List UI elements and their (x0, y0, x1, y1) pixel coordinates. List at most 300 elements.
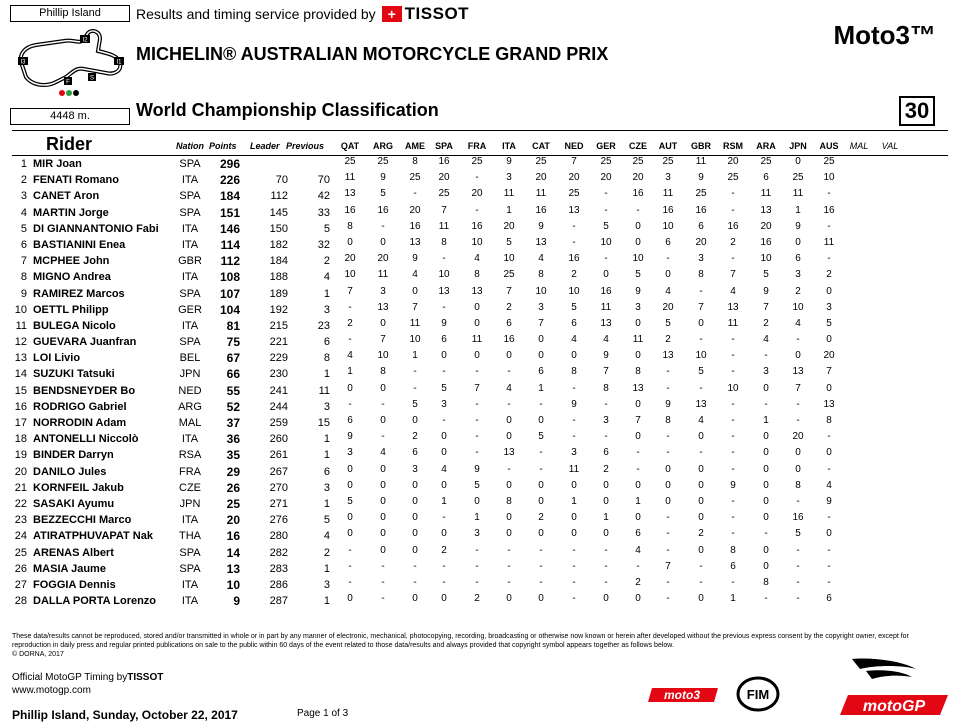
race-points-cat: - (539, 447, 543, 459)
official-prefix: Official MotoGP Timing by (12, 672, 128, 683)
gap-to-leader: 184 (269, 255, 288, 268)
race-points-spa: - (442, 512, 446, 524)
race-points-aut: 0 (665, 463, 671, 475)
race-points-ara: 20 (760, 220, 772, 232)
race-points-ame: - (413, 382, 417, 394)
race-points-aus: 10 (823, 172, 835, 184)
tissot-brand: TISSOT (404, 4, 470, 23)
gap-to-leader: 182 (269, 238, 288, 251)
race-points-ame: 10 (409, 334, 421, 346)
rider-points: 75 (226, 335, 240, 350)
race-points-gbr: - (699, 447, 703, 459)
race-points-rsm: 16 (727, 220, 739, 232)
race-points-aut: 9 (665, 398, 671, 410)
rider-name: BENDSNEYDER Bo (33, 384, 136, 397)
race-points-ita: 0 (506, 593, 512, 605)
race-points-ita: 11 (503, 188, 515, 200)
race-points-cze: 1 (635, 495, 641, 507)
race-points-aut: - (666, 366, 670, 378)
rider-position: 11 (15, 319, 27, 332)
race-points-ger: 9 (603, 350, 609, 362)
gap-to-leader: 112 (270, 190, 288, 203)
race-points-cat: - (539, 463, 543, 475)
race-points-ame: 16 (409, 220, 421, 232)
rider-nation: ITA (181, 238, 199, 251)
rider-position: 12 (14, 336, 27, 349)
race-points-cat: 2 (538, 512, 544, 524)
header-points: Points (209, 141, 237, 151)
rider-name: SUZUKI Tatsuki (33, 368, 115, 381)
race-points-rsm: - (731, 495, 735, 507)
race-points-qat: 4 (347, 350, 353, 362)
race-points-fra: - (475, 576, 479, 588)
rider-nation: THA (179, 530, 201, 543)
gap-to-previous: 32 (317, 238, 330, 251)
track-label-i2: I2 (82, 37, 88, 44)
rider-points: 36 (226, 432, 240, 447)
race-points-gbr: - (699, 382, 703, 394)
race-points-cze: 13 (632, 382, 644, 394)
race-points-cze: 10 (632, 253, 644, 265)
race-points-rsm: 4 (730, 285, 736, 297)
race-points-aut: 3 (665, 172, 671, 184)
race-points-cat: - (539, 576, 543, 588)
race-points-qat: 5 (347, 495, 353, 507)
race-points-cat: 20 (535, 172, 547, 184)
rider-nation: SPA (179, 336, 201, 349)
race-points-aut: - (666, 382, 670, 394)
race-points-qat: 9 (347, 431, 353, 443)
race-points-qat: 0 (347, 236, 353, 248)
rider-points: 112 (220, 254, 240, 269)
race-points-rsm: 7 (730, 269, 736, 281)
race-points-aus: - (827, 544, 831, 556)
race-points-gbr: 20 (695, 236, 707, 248)
race-points-gbr: 9 (698, 172, 704, 184)
race-points-ara: 6 (763, 172, 769, 184)
race-points-qat: 25 (344, 156, 356, 167)
rider-points: 52 (226, 399, 240, 414)
gap-to-leader: 241 (269, 384, 288, 397)
legal-notice (12, 632, 948, 659)
rider-name: RAMIREZ Marcos (33, 287, 125, 300)
rider-nation: RSA (178, 449, 202, 462)
race-points-qat: 16 (344, 204, 356, 216)
race-points-rsm: - (731, 204, 735, 216)
race-points-jpn: 11 (792, 188, 804, 200)
race-points-aut: 11 (662, 188, 674, 200)
race-points-qat: 8 (347, 220, 353, 232)
race-points-cze: - (636, 204, 640, 216)
header-race-cze: CZE (629, 141, 647, 151)
race-points-ara: 0 (763, 431, 769, 443)
rider-points: 104 (219, 302, 240, 317)
rider-points: 10 (226, 577, 240, 592)
race-points-cat: 7 (538, 317, 544, 329)
race-points-ame: - (413, 576, 417, 588)
race-points-gbr: 2 (698, 528, 704, 540)
gap-to-previous: 70 (317, 174, 330, 187)
race-points-ger: 5 (603, 220, 609, 232)
gap-to-leader: 282 (269, 546, 288, 559)
header-race-aut: AUT (658, 141, 678, 151)
race-points-aus: 9 (826, 495, 832, 507)
race-points-rsm: - (731, 415, 735, 426)
race-points-gbr: 0 (698, 544, 704, 556)
race-points-spa: 0 (441, 593, 447, 605)
race-points-cat: 0 (538, 334, 544, 346)
race-points-ger: 25 (600, 156, 612, 167)
rider-nation: SPA (179, 206, 201, 219)
race-points-ame: - (413, 366, 417, 378)
race-points-cze: 0 (635, 398, 641, 410)
rider-position: 5 (20, 222, 27, 235)
rider-position: 8 (20, 271, 27, 284)
race-points-rsm: 13 (727, 301, 739, 313)
race-points-qat: - (348, 560, 352, 572)
rider-position: 4 (20, 206, 27, 219)
rider-name: ARENAS Albert (33, 546, 114, 559)
race-points-fra: 0 (474, 350, 480, 362)
race-points-qat: 0 (347, 382, 353, 394)
rider-nation: BEL (179, 352, 201, 365)
race-points-gbr: 0 (698, 495, 704, 507)
race-points-aus: - (827, 188, 831, 200)
race-points-ara: 0 (763, 495, 769, 507)
gap-to-leader: 215 (269, 319, 288, 332)
rider-points: 29 (226, 464, 240, 479)
race-points-aus: 5 (826, 317, 832, 329)
race-points-arg: 0 (380, 463, 386, 475)
gap-to-previous: 1 (323, 595, 330, 608)
race-points-aus: - (827, 220, 831, 232)
race-points-jpn: 0 (795, 463, 801, 475)
race-points-ger: 20 (600, 172, 612, 184)
gap-to-previous: 5 (323, 222, 330, 235)
gap-to-leader: 287 (269, 595, 288, 608)
race-points-ita: 3 (506, 172, 512, 184)
race-points-cat: 0 (538, 593, 544, 605)
race-points-qat: 0 (347, 463, 353, 475)
gap-to-previous: 5 (323, 514, 330, 527)
race-points-spa: 0 (441, 479, 447, 491)
race-points-ame: - (413, 560, 417, 572)
race-points-ger: - (604, 188, 608, 200)
rider-nation: ITA (181, 595, 199, 608)
race-points-spa: 16 (438, 156, 450, 167)
rider-points: 16 (226, 529, 240, 544)
race-points-gbr: 7 (698, 301, 704, 313)
header-race-spa: SPA (435, 141, 453, 151)
race-points-cat: 10 (535, 285, 547, 297)
race-points-aus: 8 (826, 415, 832, 426)
gap-to-previous: 15 (317, 417, 330, 429)
race-points-cat: 8 (538, 269, 544, 281)
race-points-cze: 0 (635, 317, 641, 329)
race-points-ger: - (604, 544, 608, 556)
race-points-arg: 0 (380, 479, 386, 491)
race-points-ned: 7 (571, 156, 577, 167)
race-points-rsm: 25 (727, 172, 739, 184)
race-points-ita: - (507, 544, 511, 556)
race-points-ara: 25 (760, 156, 772, 167)
race-points-arg: 0 (380, 415, 386, 426)
race-points-spa: 20 (438, 172, 450, 184)
race-points-cze: 6 (635, 528, 641, 540)
gap-to-leader: 189 (269, 287, 288, 300)
race-points-aut: 2 (665, 334, 671, 346)
rider-points: 81 (226, 318, 240, 333)
race-points-aus: 0 (826, 382, 832, 394)
race-points-fra: - (475, 172, 479, 184)
header-rider: Rider (46, 134, 93, 154)
race-points-aut: 25 (662, 156, 674, 167)
rider-position: 26 (14, 562, 27, 575)
rider-position: 21 (14, 481, 27, 494)
race-points-ara: 8 (763, 576, 769, 588)
race-points-qat: 6 (347, 415, 353, 426)
header-race-ara: ARA (756, 141, 776, 151)
race-points-ned: - (572, 544, 576, 556)
race-points-ger: - (604, 398, 608, 410)
header-race-cat: CAT (532, 141, 550, 151)
race-points-gbr: 13 (695, 398, 707, 410)
race-points-fra: 1 (474, 512, 480, 524)
race-points-aut: 7 (665, 560, 671, 572)
race-points-ned: 3 (571, 447, 577, 459)
race-points-fra: 5 (474, 479, 480, 491)
race-points-aus: - (827, 253, 831, 265)
race-points-cze: 0 (635, 220, 641, 232)
race-points-jpn: - (796, 593, 800, 605)
rider-name: BEZZECCHI Marco (33, 514, 132, 527)
rider-nation: NED (178, 384, 202, 397)
track-name: Phillip Island (10, 5, 130, 22)
race-points-ita: 1 (506, 204, 512, 216)
gap-to-previous: 1 (323, 497, 330, 510)
race-points-ned: 9 (571, 398, 577, 410)
race-points-arg: 0 (380, 495, 386, 507)
rider-points: 55 (226, 383, 240, 398)
rider-position: 1 (20, 158, 27, 170)
race-points-cat: 13 (535, 236, 547, 248)
race-points-arg: 0 (380, 236, 386, 248)
race-points-gbr: 0 (698, 317, 704, 329)
rider-position: 28 (14, 595, 27, 608)
gap-to-leader: 271 (269, 497, 288, 510)
race-points-ara: 10 (760, 253, 772, 265)
gap-to-previous: 1 (323, 433, 330, 446)
race-points-cze: 9 (635, 285, 641, 297)
race-points-aut: 13 (662, 350, 674, 362)
race-points-aut: 16 (662, 204, 674, 216)
rider-position: 6 (20, 238, 27, 251)
rider-points: 20 (226, 513, 240, 528)
race-points-fra: 13 (471, 285, 483, 297)
svg-text:motoGP: motoGP (862, 698, 926, 715)
track-length: 4448 m. (10, 108, 130, 125)
rider-points: 107 (219, 286, 240, 301)
rider-position: 27 (14, 578, 27, 591)
header-race-ita: ITA (502, 141, 516, 151)
race-points-ame: 11 (409, 317, 421, 329)
race-points-ita: - (507, 398, 511, 410)
track-map-icon (14, 25, 126, 101)
race-points-qat: - (348, 398, 352, 410)
gap-to-leader: 276 (269, 514, 288, 527)
race-points-fra: 11 (471, 334, 483, 346)
race-points-qat: 3 (347, 447, 353, 459)
race-points-ita: 0 (506, 528, 512, 540)
race-points-rsm: - (731, 366, 735, 378)
race-points-ger: - (604, 431, 608, 443)
race-points-gbr: 0 (698, 593, 704, 605)
race-points-cat: 9 (538, 220, 544, 232)
gap-to-previous: 2 (323, 546, 330, 559)
race-points-fra: - (475, 544, 479, 556)
race-points-spa: - (442, 253, 446, 265)
race-points-qat: 20 (344, 253, 356, 265)
rider-points: 114 (220, 237, 240, 252)
race-points-aus: - (827, 560, 831, 572)
race-points-ara: 0 (763, 544, 769, 556)
tissot-plus-icon: + (382, 6, 402, 22)
race-points-ned: 16 (568, 253, 580, 265)
rider-points: 14 (226, 545, 240, 560)
track-label-s: S (89, 75, 95, 82)
gap-to-previous: 3 (323, 481, 330, 494)
gap-to-previous: 1 (323, 368, 330, 381)
race-points-jpn: 13 (792, 366, 804, 378)
race-points-cze: 20 (632, 172, 644, 184)
rider-position: 25 (14, 546, 27, 559)
race-points-ita: 4 (506, 382, 512, 394)
race-points-rsm: - (731, 334, 735, 346)
race-points-ara: 13 (760, 204, 772, 216)
race-points-ara: - (764, 398, 768, 410)
race-points-spa: 13 (438, 285, 450, 297)
race-points-jpn: - (796, 495, 800, 507)
race-points-aut: 20 (662, 301, 674, 313)
race-points-arg: 5 (380, 188, 386, 200)
race-points-ger: 7 (603, 366, 609, 378)
race-points-arg: - (381, 431, 385, 443)
race-points-fra: 10 (471, 236, 483, 248)
race-points-arg: 16 (377, 204, 389, 216)
race-points-gbr: 5 (698, 366, 704, 378)
race-points-jpn: 4 (795, 317, 801, 329)
race-points-arg: 10 (377, 350, 389, 362)
race-points-ita: 20 (503, 220, 515, 232)
rider-nation: ITA (181, 514, 199, 527)
rider-name: ATIRATPHUVAPAT Nak (33, 530, 153, 543)
race-points-gbr: 11 (695, 156, 707, 167)
gap-to-leader: 230 (269, 368, 288, 381)
gap-to-previous: 1 (323, 449, 330, 462)
race-points-ara: 0 (763, 382, 769, 394)
race-points-cze: 16 (632, 188, 644, 200)
race-points-gbr: 25 (695, 188, 707, 200)
race-points-ame: 0 (412, 544, 418, 556)
race-points-jpn: 0 (795, 156, 801, 167)
race-points-aus: 20 (823, 350, 835, 362)
race-points-jpn: - (796, 398, 800, 410)
race-points-cat: 0 (538, 528, 544, 540)
race-points-spa: 4 (441, 463, 447, 475)
race-points-ame: 6 (412, 447, 418, 459)
race-points-aut: 0 (665, 269, 671, 281)
rider-position: 17 (14, 417, 27, 429)
race-points-arg: - (381, 593, 385, 605)
race-points-fra: - (475, 204, 479, 216)
gap-to-leader: 192 (269, 303, 288, 316)
race-points-ita: - (507, 463, 511, 475)
race-points-rsm: 9 (730, 479, 736, 491)
class-name: Moto3™ (833, 20, 936, 50)
race-points-cze: 2 (635, 576, 641, 588)
header-race-mal: MAL (849, 141, 869, 151)
rider-position: 15 (14, 384, 27, 397)
rider-points: 108 (219, 270, 240, 285)
race-points-ara: 0 (763, 463, 769, 475)
rider-points: 66 (226, 367, 240, 382)
rider-name: DANILO Jules (33, 465, 107, 478)
gap-to-previous: 4 (323, 271, 330, 284)
race-points-aut: 8 (665, 415, 671, 426)
race-points-cat: 0 (538, 495, 544, 507)
race-points-ita: 6 (506, 317, 512, 329)
race-points-spa: 3 (441, 398, 447, 410)
rider-name: CANET Aron (33, 190, 100, 203)
gap-to-leader: 244 (269, 400, 288, 413)
race-points-ame: 0 (412, 512, 418, 524)
race-points-ned: - (572, 560, 576, 572)
race-points-qat: - (348, 301, 352, 313)
race-points-spa: 11 (438, 220, 450, 232)
rider-points: 37 (226, 416, 240, 430)
race-points-ned: - (572, 593, 576, 605)
race-points-qat: - (348, 544, 352, 556)
race-points-jpn: 10 (792, 301, 804, 313)
gap-to-previous: 3 (323, 400, 330, 413)
rider-name: ANTONELLI Niccolò (33, 433, 139, 446)
website-link[interactable]: www.motogp.com (12, 685, 91, 696)
race-points-ned: 4 (571, 334, 577, 346)
race-points-jpn: 20 (792, 431, 804, 443)
header-race-qat: QAT (340, 141, 360, 151)
rider-position: 18 (14, 433, 27, 446)
race-points-jpn: 3 (795, 269, 801, 281)
race-points-ita: - (507, 576, 511, 588)
race-points-ara: 5 (763, 269, 769, 281)
race-points-cze: 0 (635, 431, 641, 443)
race-points-spa: 0 (441, 350, 447, 362)
rider-position: 24 (14, 530, 27, 543)
header-race-aus: AUS (819, 141, 839, 151)
race-points-aus: 25 (823, 156, 835, 167)
race-points-qat: 2 (347, 317, 353, 329)
race-points-arg: 8 (380, 366, 386, 378)
race-points-cze: 4 (635, 544, 641, 556)
race-points-arg: 3 (380, 285, 386, 297)
race-points-spa: - (442, 560, 446, 572)
race-points-rsm: - (731, 398, 735, 410)
race-points-aut: - (666, 512, 670, 524)
race-points-jpn: 8 (795, 479, 801, 491)
race-points-ame: 2 (412, 431, 418, 443)
race-points-jpn: 2 (795, 285, 801, 297)
rider-nation: JPN (179, 368, 201, 381)
